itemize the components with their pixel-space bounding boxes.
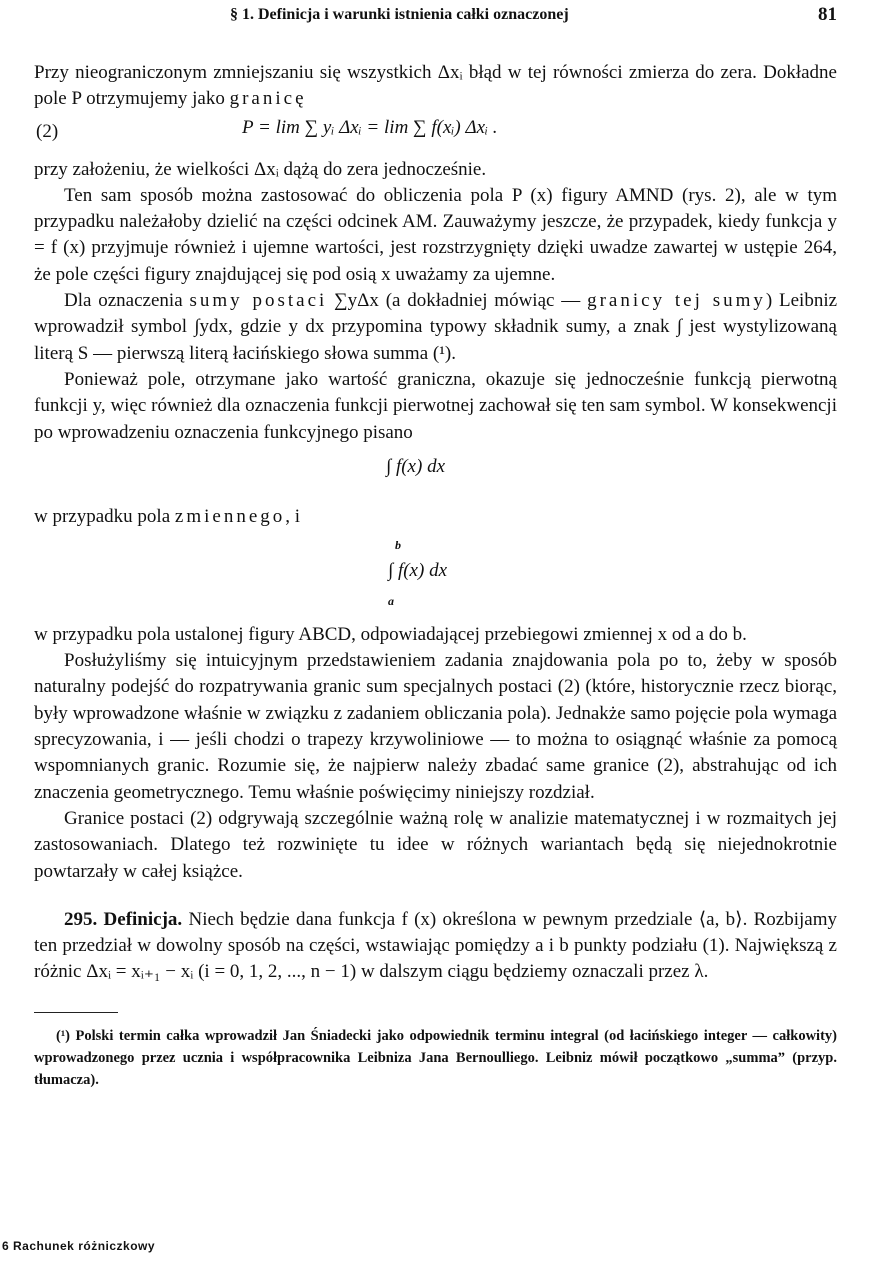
page-body bbox=[34, 60, 837, 1091]
paragraph-text: Dla oznaczenia bbox=[64, 290, 183, 312]
paragraph-limit-intro bbox=[34, 60, 837, 113]
integral-upper-limit: b bbox=[395, 537, 401, 552]
equation-body: P = lim ∑ yᵢ Δxᵢ = lim ∑ f(xᵢ) Δxᵢ . bbox=[242, 116, 498, 138]
paragraph-text: ) Leibniz wprowadził symbol ∫ydx, gdzie y dx przypomina typowy składnik sumy, a znak ∫ jest wystylizowaną literą S — pierwszą literą łacińskiego słowa summa (¹). bbox=[34, 290, 838, 364]
equation-2 bbox=[34, 113, 837, 157]
integral-lower-limit: a bbox=[388, 593, 394, 608]
emphasis-text: sumy postaci bbox=[189, 290, 328, 312]
paragraph-method: Ten sam sposób można zastosować do obliczenia pola P (x) figury AMND (rys. 2), ale w tym przypadku należałoby dzielić na części odcinek AM. Zauważymy jeszcze, że przypadek, kiedy funkcja y = f (x) przyjmuje również i ujemne wartości, jest rozstrzygnięty dzięki uwadze zawartej w ustępie 264, że pole części figury znajdującej się pod osią x uważamy za ujemne. bbox=[34, 184, 837, 285]
integral-expression: ∫ f(x) dx bbox=[386, 455, 446, 477]
page-number: 81 bbox=[818, 4, 837, 25]
paragraph-text: Niech będzie dana funkcja f (x) określona w pewnym przedziale ⟨a, b⟩. Rozbijamy ten przedział w dowolny sposób na części, wstawiając pomiędzy a i b punkty podziału (1). Największą z różnic Δxᵢ = xᵢ₊₁ − xᵢ (i = 0, 1, 2, ..., n − 1) w dalszym ciągu będziemy oznaczali przez λ. bbox=[34, 908, 837, 983]
footnote: (¹) Polski termin całka wprowadził Jan Śniadecki jako odpowiednik terminu integral (od łacińskiego integer — całkowity) wprowadzonego przez ucznia i współpracownika Leibniza Jana Bernoulliego. Leibniz mówił początkowo „summa” (przyp. tłumacza). bbox=[34, 1027, 837, 1088]
section-heading: 295. Definicja. bbox=[64, 908, 183, 930]
section-gap bbox=[34, 885, 837, 907]
footer-signature: 6 Rachunek różniczkowy bbox=[2, 1239, 156, 1253]
paragraph-importance: Granice postaci (2) odgrywają szczególnie ważną rolę w analizie matematycznej i w rozmaitych jej zastosowaniach. Dlatego też rozwinięte tu idee w różnych wariantach będą się niejednokrotnie powtarzały w całej książce. bbox=[34, 807, 837, 882]
emphasis-text: granicę bbox=[229, 88, 307, 110]
paragraph-definition-295 bbox=[34, 907, 837, 986]
paragraph-text: w przypadku pola bbox=[34, 505, 171, 527]
page-header bbox=[34, 6, 837, 30]
integral-expression: ∫ f(x) dx bbox=[388, 559, 448, 581]
emphasis-text: zmiennego bbox=[174, 505, 286, 527]
integral-indefinite bbox=[34, 446, 837, 504]
paragraph-leibniz bbox=[34, 288, 837, 367]
paragraph-assumption: przy założeniu, że wielkości Δxᵢ dążą do zera jednocześnie. bbox=[34, 158, 487, 180]
emphasis-text: granicy tej sumy bbox=[587, 290, 766, 312]
paragraph-primitive: Ponieważ pole, otrzymane jako wartość graniczna, okazuje się jednocześnie funkcją pierwotną funkcji y, więc również dla oznaczenia funkcji pierwotnej zachował się ten sam symbol. W konsekwencji po wprowadzeniu oznaczenia funkcyjnego pisano bbox=[34, 368, 837, 443]
paragraph-intuition: Posłużyliśmy się intuicyjnym przedstawieniem zadania znajdowania pola po to, żeby w sposób naturalny podejść do rozpatrywania granic sum specjalnych postaci (2) (które, historycznie rzecz biorąc, były wprowadzone właśnie w związku z zadaniem obliczania pola). Jednakże samo pojęcie pola wymaga sprecyzowania, i — jeśli chodzi o trapezy krzywoliniowe — to można to osiągnąć właśnie za pomocą wspomnianych granic. Rozumie się, że najpierw należy zbadać same granice (2), abstrahując od ich znaczenia geometrycznego. Temu właśnie poświęcimy niniejszy rozdział. bbox=[34, 650, 837, 803]
equation-label: (2) bbox=[36, 120, 59, 142]
paragraph-variable-area bbox=[34, 504, 837, 534]
paragraph-text: Przy nieograniczonym zmniejszaniu się wszystkich Δxᵢ błąd w tej równości zmierza do zera. Dokładne pole P otrzymujemy jako bbox=[34, 62, 837, 110]
running-title: § 1. Definicja i warunki istnienia całki oznaczonej bbox=[230, 6, 569, 23]
integral-definite bbox=[34, 534, 837, 622]
footnote-divider bbox=[34, 1012, 118, 1013]
paragraph-text: ∑yΔx (a dokładniej mówiąc — bbox=[334, 290, 581, 312]
paragraph-text: , i bbox=[285, 505, 301, 527]
paragraph-fixed-area: w przypadku pola ustalonej figury ABCD, odpowiadającej przebiegowi zmiennej x od a do b. bbox=[34, 623, 747, 645]
